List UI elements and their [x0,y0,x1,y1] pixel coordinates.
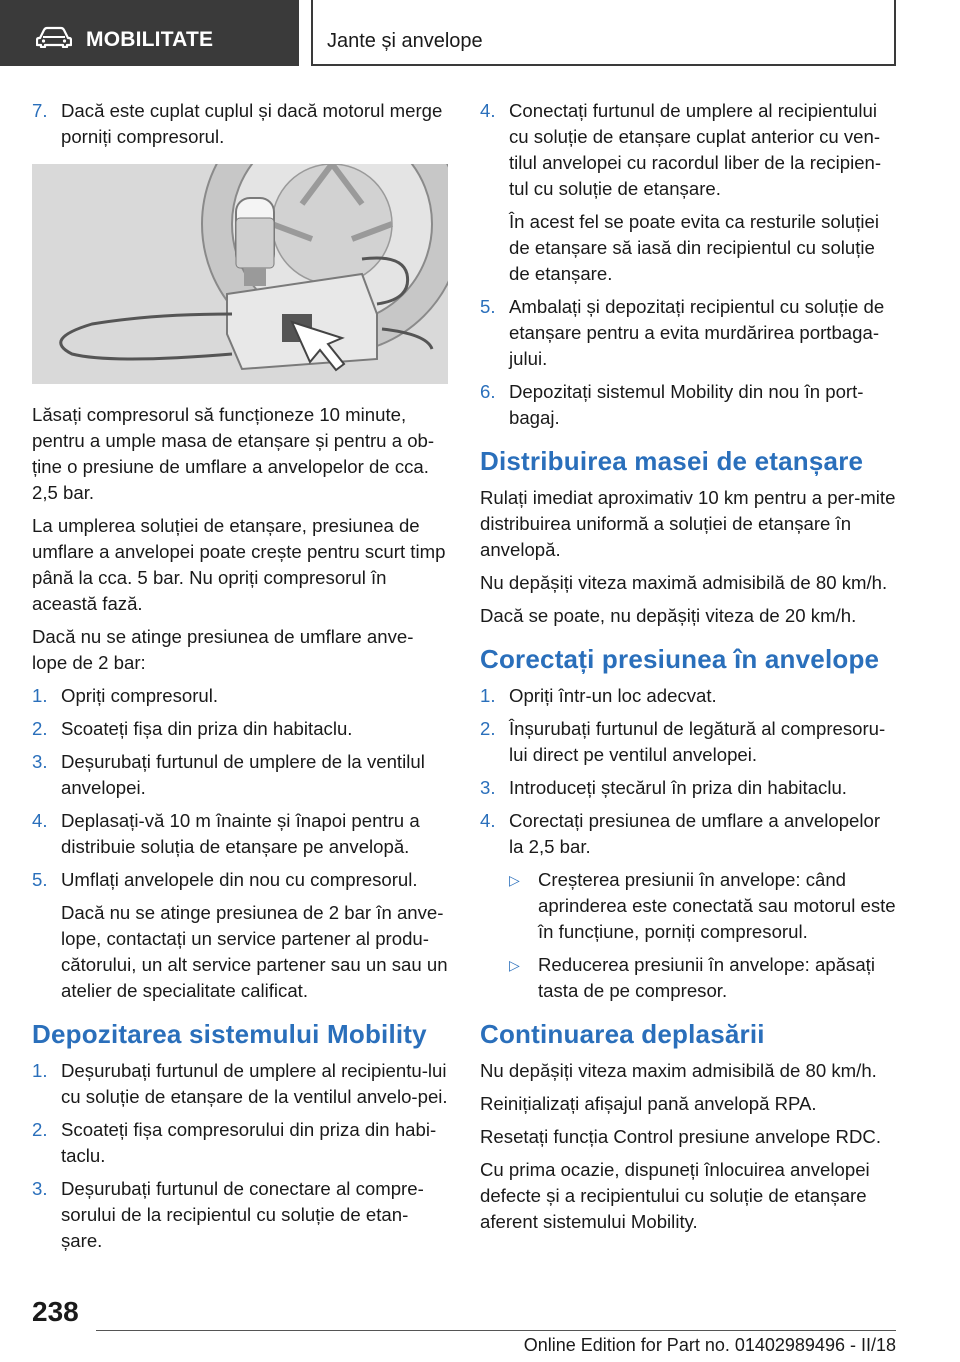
list-item [480,294,898,372]
step-number: 4. [32,810,48,831]
step-number: 3. [480,777,496,798]
section-heading: Corectați presiunea în anvelope [480,644,880,674]
list-item [480,808,898,860]
step-text: Dacă este cuplat cuplul și dacă motorul merge porniți compresorul. [61,100,443,147]
list-item [480,683,898,709]
paragraph: La umplerea soluției de etanșare, presiunea de umflare a anvelopei poate crește pentru scurt timp până la cca. 5 bar. Nu opriți compresorul în această fază. [32,515,446,614]
paragraph: Resetați funcția Control presiune anvelope RDC. [480,1126,882,1147]
list-item [32,749,448,801]
step-text: Deșurubați furtunul de umplere de la ventilul anvelopei. [61,751,425,798]
compressor-image [32,164,448,384]
list-item [480,716,898,768]
list-item [32,1176,448,1254]
step-text: Înșurubați furtunul de legătură al compresoru‐lui direct pe ventilul anvelopei. [509,718,886,765]
section-heading: Depozitarea sistemului Mobility [32,1019,427,1049]
step-number: 3. [32,1178,48,1199]
step-text: Introduceți ștecărul în priza din habitaclu. [509,777,847,798]
car-icon [36,26,72,48]
step-number: 1. [32,1060,48,1081]
right-column [480,98,898,1242]
step-number: 5. [32,869,48,890]
page-header [0,0,960,66]
paragraph: Dacă se poate, nu depășiți viteza de 20 km/h. [480,605,857,626]
section-title: MOBILITATE [86,28,214,51]
list-item [480,98,898,287]
paragraph: Lăsați compresorul să funcționeze 10 minute, pentru a umple masa de etanșare și pentru a ob‐ține o presiune de umflare a anvelopelor de cca. 2,5 bar. [32,404,435,503]
triangle-bullet-icon: ▷ [509,957,520,973]
left-column [32,98,448,1261]
sub-item-text: Reducerea presiunii în anvelope: apăsați tasta de pe compresor. [538,954,875,1001]
list-item [32,867,448,1004]
step-number: 4. [480,810,496,831]
step-number: 1. [480,685,496,706]
step-note: În acest fel se poate evita ca resturile soluției de etanșare să iasă din recipientul cu soluție de etanșare. [509,211,880,284]
paragraph: Rulați imediat aproximativ 10 km pentru a per‐mite distribuirea uniformă a soluției de etanșare în anvelopă. [480,487,896,560]
step-number: 7. [32,100,48,121]
sub-list-item [480,952,898,1004]
sub-item-text: Creșterea presiunii în anvelope: când aprinderea este conectată sau motorul este în funcțiune, porniți compresorul. [538,869,896,942]
paragraph: Dacă nu se atinge presiunea de umflare anve‐lope de 2 bar: [32,626,414,673]
section-heading: Distribuirea masei de etanșare [480,446,864,476]
step-number: 3. [32,751,48,772]
paragraph: Cu prima ocazie, dispuneți înlocuirea anvelopei defecte și a recipientului cu soluție de etanșare aferent sistemului Mobility. [480,1159,870,1232]
step-text: Scoateți fișa din priza din habitaclu. [61,718,353,739]
step-number: 2. [32,718,48,739]
sub-list-item [480,867,898,945]
step-text: Deșurubați furtunul de conectare al compre‐sorului de la recipientul cu soluție de etan‐șare. [61,1178,424,1251]
step-number: 2. [32,1119,48,1140]
step-text: Depozitați sistemul Mobility din nou în port‐bagaj. [509,381,864,428]
paragraph: Nu depășiți viteza maximă admisibilă de 80 km/h. [480,572,888,593]
chapter-tab [311,0,896,66]
step-number: 2. [480,718,496,739]
step-text: Opriți într-un loc adecvat. [509,685,717,706]
list-item [480,379,898,431]
step-text: Opriți compresorul. [61,685,219,706]
list-item [32,1117,448,1169]
step-text: Umflați anvelopele din nou cu compresorul. [61,869,418,890]
step-note: Dacă nu se atinge presiunea de 2 bar în anve‐lope, contactați un service partener al produ‐cătorului, un alt service partener sau un sau un atelier de specialitate calificat. [61,902,448,1001]
list-item [32,716,448,742]
list-item [32,98,448,150]
section-heading: Continuarea deplasării [480,1019,765,1049]
page-number: 238 [32,1296,79,1327]
list-item [32,1058,448,1110]
step-text: Corectați presiunea de umflare a anvelopelor la 2,5 bar. [509,810,881,857]
step-number: 5. [480,296,496,317]
step-text: Scoateți fișa compresorului din priza din habi‐taclu. [61,1119,437,1166]
step-text: Conectați furtunul de umplere al recipientului cu soluție de etanșare cuplat anterior cu ven‐tilul anvelopei cu racordul liber de la recipien‐tul cu soluție de etanșare. [509,100,882,199]
edition-note: Online Edition for Part no. 01402989496 - II/18 [523,1335,896,1355]
step-number: 1. [32,685,48,706]
paragraph: Nu depășiți viteza maxim admisibilă de 80 km/h. [480,1060,877,1081]
footer-divider [96,1330,896,1331]
section-tab [0,0,299,66]
step-number: 6. [480,381,496,402]
compressor-illustration [32,164,448,384]
step-text: Deplasați-vă 10 m înainte și înapoi pentru a distribuie soluția de etanșare pe anvelopă. [61,810,420,857]
step-number: 4. [480,100,496,121]
chapter-title: Jante și anvelope [327,30,483,52]
triangle-bullet-icon: ▷ [509,872,520,888]
list-item [32,683,448,709]
step-text: Ambalați și depozitați recipientul cu soluție de etanșare pentru a evita murdărirea portbaga‐jului. [509,296,885,369]
step-text: Deșurubați furtunul de umplere al recipientu‐lui cu soluție de etanșare de la ventilul anvelo‐pei. [61,1060,448,1107]
list-item [32,808,448,860]
paragraph: Reinițializați afișajul pană anvelopă RPA. [480,1093,817,1114]
list-item [480,775,898,801]
